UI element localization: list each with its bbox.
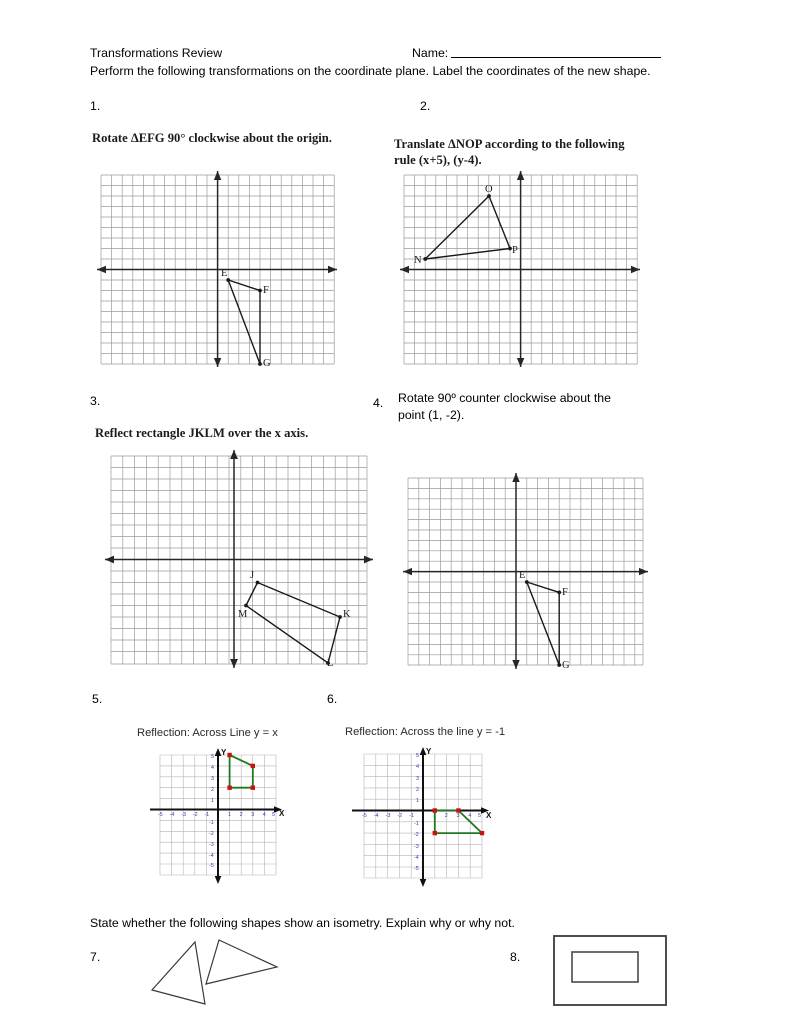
problem-3-number: 3. <box>90 394 101 408</box>
problem-4-prompt-line2: point (1, -2). <box>398 408 465 422</box>
svg-text:-3: -3 <box>385 813 391 819</box>
svg-text:5: 5 <box>416 753 419 759</box>
outer-rectangle <box>554 936 666 1005</box>
label-J: J <box>250 570 255 581</box>
svg-text:2: 2 <box>211 787 214 793</box>
tick-labels <box>362 753 481 872</box>
svg-text:-4: -4 <box>209 853 214 859</box>
svg-text:-2: -2 <box>209 831 214 837</box>
svg-text:-5: -5 <box>158 812 163 818</box>
problem-8-shapes <box>553 935 668 1012</box>
axis-label-x: X <box>486 811 492 820</box>
problem-4-number: 4. <box>373 396 384 410</box>
label-P: P <box>512 245 518 256</box>
label-L: L <box>327 658 334 668</box>
svg-text:-1: -1 <box>204 812 210 818</box>
svg-text:5: 5 <box>211 754 214 760</box>
name-input-line[interactable] <box>451 46 661 58</box>
svg-text:-1: -1 <box>409 813 414 819</box>
svg-text:-1: -1 <box>414 821 419 827</box>
graph-2-svg <box>400 171 640 367</box>
svg-text:2: 2 <box>416 787 419 793</box>
svg-text:1: 1 <box>433 813 436 819</box>
svg-text:4: 4 <box>416 764 419 770</box>
svg-text:-3: -3 <box>209 842 214 848</box>
graph-2[interactable] <box>400 171 640 367</box>
label-F: F <box>562 587 568 598</box>
problem-3-prompt: Reflect rectangle JKLM over the x axis. <box>95 426 309 440</box>
problem-2-prompt-line1: Translate ΔNOP according to the following <box>394 137 625 151</box>
svg-text:3: 3 <box>251 812 255 818</box>
problem-8-number: 8. <box>510 950 521 964</box>
svg-text:3: 3 <box>416 776 419 782</box>
svg-text:-4: -4 <box>373 813 379 819</box>
problem-7-shapes <box>140 930 300 1020</box>
svg-text:1: 1 <box>228 812 231 818</box>
axis-lines <box>105 450 373 668</box>
graph-5-svg <box>148 745 288 885</box>
label-G: G <box>263 358 271 367</box>
problem-6-prompt: Reflection: Across the line y = -1 <box>345 726 506 738</box>
svg-text:3: 3 <box>456 813 460 819</box>
isometry-instruction: State whether the following shapes show an isometry. Explain why or why not. <box>90 916 515 930</box>
problem-7-number: 7. <box>90 950 101 964</box>
svg-text:-5: -5 <box>209 863 214 869</box>
label-K: K <box>343 609 351 620</box>
header-instruction: Perform the following transformations on the coordinate plane. Label the coordinates of the new shape. <box>90 64 651 78</box>
svg-text:4: 4 <box>262 812 266 818</box>
graph-1[interactable] <box>97 171 337 367</box>
svg-text:2: 2 <box>239 812 243 818</box>
problem-1-prompt: Rotate ΔEFG 90° clockwise about the origin. <box>92 131 332 145</box>
problem-5-number: 5. <box>92 692 103 706</box>
label-M: M <box>238 609 248 620</box>
svg-text:5: 5 <box>272 812 275 818</box>
axis-lines <box>403 473 648 669</box>
problem-5-prompt: Reflection: Across Line y = x <box>137 727 278 739</box>
label-F: F <box>263 285 269 296</box>
svg-text:5: 5 <box>478 813 481 819</box>
svg-text:4: 4 <box>468 813 472 819</box>
svg-text:-5: -5 <box>414 866 419 872</box>
triangle-left <box>152 942 205 1004</box>
svg-text:-1: -1 <box>209 820 214 826</box>
vertex-dots <box>244 581 342 665</box>
svg-text:4: 4 <box>211 765 214 771</box>
graph-4-svg <box>403 473 648 669</box>
problem-6-number: 6. <box>327 692 338 706</box>
svg-text:-4: -4 <box>169 812 175 818</box>
svg-text:-2: -2 <box>397 813 403 819</box>
svg-text:-3: -3 <box>414 844 419 850</box>
rectangle-jklm <box>246 583 340 664</box>
tick-labels <box>158 754 275 869</box>
problem-4-prompt <box>398 390 638 424</box>
svg-text:3: 3 <box>211 776 214 782</box>
svg-text:1: 1 <box>211 798 214 804</box>
graph-3-svg <box>105 450 373 668</box>
label-N: N <box>414 255 422 266</box>
svg-text:-2: -2 <box>192 812 198 818</box>
vertex-labels <box>238 570 351 668</box>
problem-2-prompt <box>394 136 644 168</box>
inner-rectangle <box>572 952 638 982</box>
graph-3[interactable] <box>105 450 373 668</box>
page-title: Transformations Review <box>90 46 223 60</box>
svg-text:-4: -4 <box>414 855 419 861</box>
graph-4[interactable] <box>403 473 648 669</box>
problem-8-svg <box>553 935 668 1007</box>
graph-6[interactable] <box>352 742 497 887</box>
graph-1-svg <box>97 171 337 367</box>
header-row <box>90 45 702 62</box>
label-E: E <box>519 570 526 581</box>
name-label: Name: <box>412 46 449 60</box>
label-G: G <box>562 660 570 669</box>
problem-2-number: 2. <box>420 99 431 113</box>
triangle-right <box>206 940 277 984</box>
problem-1-number: 1. <box>90 99 101 113</box>
svg-text:-2: -2 <box>414 832 419 838</box>
problem-4-prompt-line1: Rotate 90º counter clockwise about the <box>398 391 611 405</box>
label-E: E <box>221 268 228 279</box>
svg-text:1: 1 <box>416 798 419 804</box>
svg-text:-5: -5 <box>362 813 367 819</box>
graph-6-svg <box>352 742 497 887</box>
graph-5[interactable] <box>148 745 288 885</box>
problem-2-prompt-line2: rule (x+5), (y-4). <box>394 153 482 167</box>
svg-text:-3: -3 <box>181 812 186 818</box>
svg-text:2: 2 <box>444 813 448 819</box>
axis-label-x: X <box>279 809 285 818</box>
axis-label-y: Y <box>221 748 227 757</box>
name-field-group <box>412 45 661 62</box>
axis-label-y: Y <box>426 747 432 756</box>
problem-7-svg <box>140 930 300 1015</box>
label-O: O <box>485 184 493 195</box>
